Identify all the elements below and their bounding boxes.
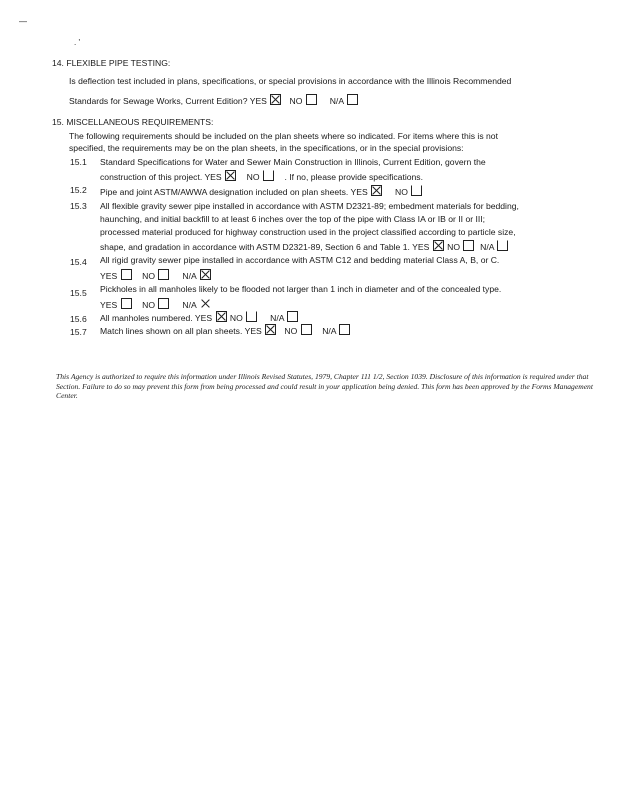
- checkbox-15-5-na[interactable]: [200, 298, 211, 309]
- checkbox-15-6-no[interactable]: [246, 311, 257, 322]
- item-15-2-question: Pipe and joint ASTM/AWWA designation included on plan sheets. YES: [100, 187, 368, 197]
- item-15-2-line1: [100, 185, 423, 198]
- label-14-no: NO: [289, 96, 303, 106]
- item-15-5-line1: Pickholes in all manholes likely to be flooded not larger than 1 inch in diameter and of the concealed type.: [100, 284, 502, 294]
- checkbox-14-na[interactable]: [347, 94, 358, 105]
- item-15-3-number: 15.3: [70, 201, 87, 211]
- section-15-intro-line1: The following requirements should be included on the plan sheets where so indicated. For items where this is not: [69, 131, 498, 141]
- checkbox-15-5-yes[interactable]: [121, 298, 132, 309]
- item-15-7-number: 15.7: [70, 327, 87, 337]
- label-15-4-yes: YES: [100, 271, 118, 281]
- checkbox-15-3-na[interactable]: [497, 240, 508, 251]
- item-15-5-number: 15.5: [70, 288, 87, 298]
- checkbox-15-7-na[interactable]: [339, 324, 350, 335]
- item-15-7-question: Match lines shown on all plan sheets. YES: [100, 326, 262, 336]
- section-14-heading: 14. FLEXIBLE PIPE TESTING:: [52, 58, 171, 68]
- item-15-1-tail: . If no, please provide specifications.: [284, 172, 423, 182]
- item-15-1-number: 15.1: [70, 157, 87, 167]
- item-15-3-question: shape, and gradation in accordance with ASTM D2321-89, Section 6 and Table 1. YES: [100, 242, 430, 252]
- checkbox-15-4-na[interactable]: [200, 269, 211, 280]
- checkbox-14-no[interactable]: [306, 94, 317, 105]
- checkbox-14-yes[interactable]: [270, 94, 281, 105]
- section-14-line2: [69, 94, 359, 107]
- label-15-4-no: NO: [142, 271, 156, 281]
- stray-mark: —: [19, 17, 27, 26]
- checkbox-15-3-yes[interactable]: [433, 240, 444, 251]
- section-15-intro-line2: specified, the requirements may be on the plan sheets, in the specifications, or in the special provisions:: [69, 143, 464, 153]
- section-15-heading: 15. MISCELLANEOUS REQUIREMENTS:: [52, 117, 214, 127]
- checkbox-15-3-no[interactable]: [463, 240, 474, 251]
- label-15-7-na: N/A: [322, 326, 337, 336]
- item-15-1-line2: [100, 170, 423, 183]
- item-15-6-line1: [100, 311, 299, 324]
- disclosure-notice: This Agency is authorized to require this information under Illinois Revised Statutes, 1979, Chapter 111 1/2, Section 1039. Disclosure of this information is required under that Section. Failure to do so may prevent this form from being processed and could result in your application being denied. This form has been approved by the Forms Management Center.: [56, 372, 593, 400]
- item-15-4-line1: All rigid gravity sewer pipe installed in accordance with ASTM C12 and bedding material Class A, B, or C.: [100, 255, 500, 265]
- checkbox-15-1-yes[interactable]: [225, 170, 236, 181]
- checkbox-15-1-no[interactable]: [263, 170, 274, 181]
- item-15-2-number: 15.2: [70, 185, 87, 195]
- checkbox-15-5-no[interactable]: [158, 298, 169, 309]
- item-15-3-line2: haunching, and initial backfill to at least 6 inches over the top of the pipe with Class IA or IB or II or III;: [100, 214, 486, 224]
- checkbox-15-4-no[interactable]: [158, 269, 169, 280]
- item-15-5-options: [100, 298, 212, 311]
- label-15-4-na: N/A: [182, 271, 197, 281]
- label-15-7-no: NO: [284, 326, 298, 336]
- section-14-question: Standards for Sewage Works, Current Edition? YES: [69, 96, 267, 106]
- section-14-line1: Is deflection test included in plans, specifications, or special provisions in accordance with the Illinois Recommended: [69, 76, 512, 86]
- item-15-6-number: 15.6: [70, 314, 87, 324]
- checkbox-15-7-no[interactable]: [301, 324, 312, 335]
- label-15-6-no: NO: [229, 313, 243, 323]
- label-15-3-na: N/A: [480, 242, 495, 252]
- item-15-3-line1: All flexible gravity sewer pipe installed in accordance with ASTM D2321-89; embedment materials for bedding,: [100, 201, 519, 211]
- item-15-1-question: construction of this project. YES: [100, 172, 222, 182]
- label-15-1-no: NO: [246, 172, 260, 182]
- label-15-5-no: NO: [142, 300, 156, 310]
- label-15-5-na: N/A: [182, 300, 197, 310]
- item-15-3-line3: processed material produced for highway construction used in the project classified according to particle size,: [100, 227, 516, 237]
- checkbox-15-2-no[interactable]: [411, 185, 422, 196]
- item-15-6-question: All manholes numbered. YES: [100, 313, 213, 323]
- label-15-3-no: NO: [447, 242, 460, 252]
- label-15-2-no: NO: [395, 187, 408, 197]
- checkbox-15-2-yes[interactable]: [371, 185, 382, 196]
- label-14-na: N/A: [329, 96, 344, 106]
- item-15-3-line4: [100, 240, 509, 253]
- checkbox-15-4-yes[interactable]: [121, 269, 132, 280]
- item-15-4-number: 15.4: [70, 257, 87, 267]
- checkbox-15-6-yes[interactable]: [216, 311, 227, 322]
- item-15-7-line1: [100, 324, 351, 337]
- item-15-4-options: [100, 269, 212, 282]
- label-15-6-na: N/A: [270, 313, 284, 323]
- stray-dots: . ': [74, 38, 80, 47]
- item-15-1-line1: Standard Specifications for Water and Sewer Main Construction in Illinois, Current Edition, govern the: [100, 157, 486, 167]
- label-15-5-yes: YES: [100, 300, 118, 310]
- checkbox-15-7-yes[interactable]: [265, 324, 276, 335]
- checkbox-15-6-na[interactable]: [287, 311, 298, 322]
